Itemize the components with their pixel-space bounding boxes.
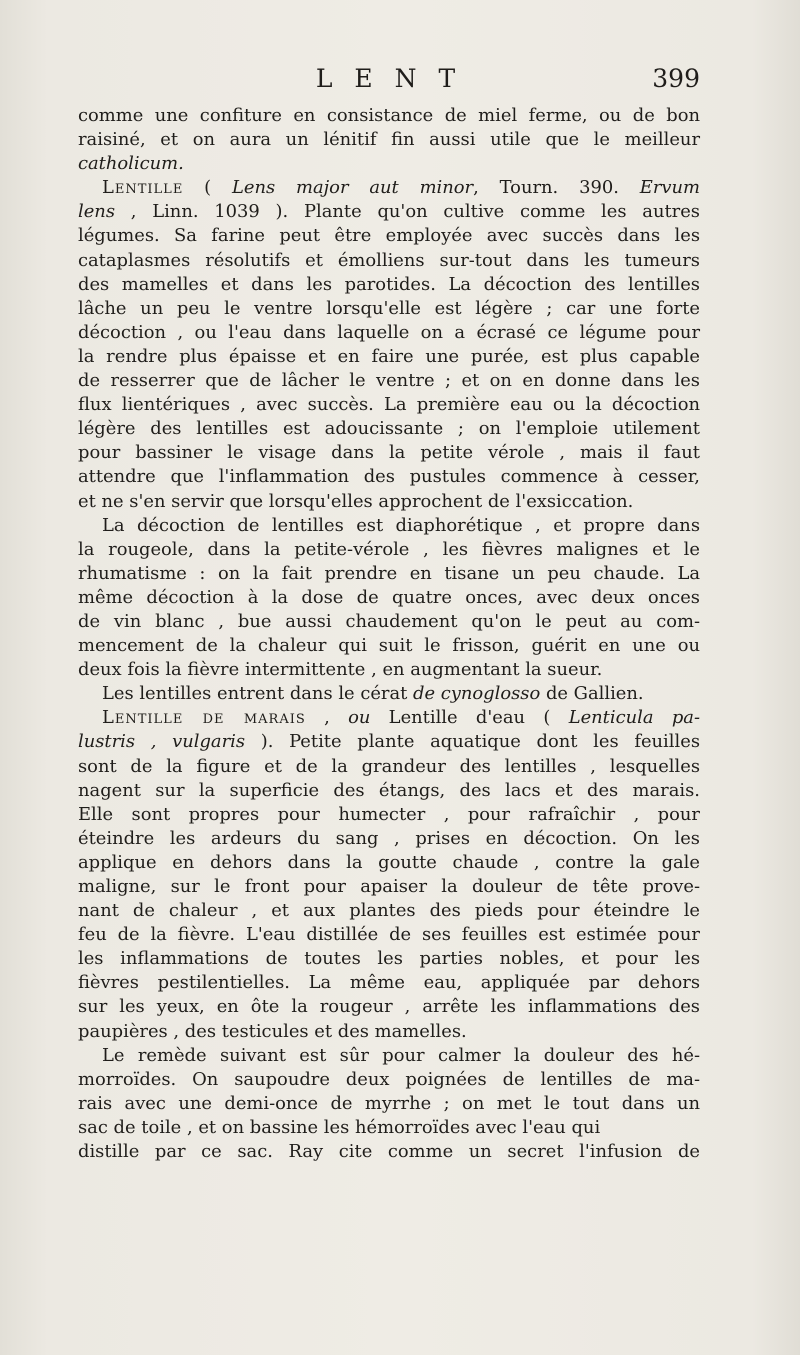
text-line	[78, 224, 700, 248]
text-segment: pour bassiner le visage dans la petite vérole , mais il faut	[78, 442, 700, 464]
italic-text: catholicum.	[78, 153, 184, 175]
text-segment: flux lientériques , avec succès. La première eau ou la décoction	[78, 394, 700, 416]
text-line	[78, 297, 700, 321]
text-segment: éteindre les ardeurs du sang , prises en décoction. On les	[78, 827, 700, 849]
text-segment: La décoction de lentilles est diaphorétique , et propre dans	[102, 514, 700, 536]
page-header	[78, 62, 700, 98]
small-caps-term: Lentille de marais	[102, 707, 306, 729]
text-line	[78, 538, 700, 562]
text-line	[78, 803, 700, 827]
text-segment: raisiné, et on aura un lénitif fin aussi utile que le meilleur	[78, 129, 700, 151]
text-line	[78, 755, 700, 779]
running-head: L E N T	[315, 64, 463, 93]
text-line	[78, 971, 700, 995]
text-line	[78, 465, 700, 489]
text-line	[78, 875, 700, 899]
text-line	[78, 273, 700, 297]
text-line	[78, 706, 700, 730]
text-line	[78, 923, 700, 947]
text-segment: sac de toile , et on bassine les hémorroïdes avec l'eau qui	[78, 1116, 601, 1138]
text-segment: même décoction à la dose de quatre onces, avec deux onces	[78, 586, 700, 608]
text-segment: légère des lentilles est adoucissante ; on l'emploie utilement	[78, 418, 700, 440]
text-line	[78, 200, 700, 224]
text-line	[78, 176, 700, 200]
text-segment: , Tourn. 390.	[473, 177, 640, 199]
text-line	[78, 104, 700, 128]
text-segment: rais avec une demi-once de myrrhe ; on met le tout dans un	[78, 1092, 700, 1114]
text-segment: les inflammations de toutes les parties nobles, et pour les	[78, 948, 700, 970]
text-line	[78, 417, 700, 441]
text-segment: de Gallien.	[540, 683, 644, 705]
italic-text: Lenticula pa-	[568, 707, 700, 729]
text-segment: nant de chaleur , et aux plantes des pieds pour éteindre le	[78, 900, 700, 922]
text-segment: sont de la figure et de la grandeur des lentilles , lesquelles	[78, 755, 700, 777]
italic-text: de cynoglosso	[413, 683, 541, 705]
text-segment: la rougeole, dans la petite-vérole , les fièvres malignes et le	[78, 538, 700, 560]
page-number: 399	[652, 64, 700, 93]
text-line	[78, 995, 700, 1019]
text-segment: , Linn. 1039 ). Plante qu'on cultive comme les autres	[115, 201, 700, 223]
text-line	[78, 562, 700, 586]
text-segment: fièvres pestilentielles. La même eau, appliquée par dehors	[78, 972, 700, 994]
italic-text: Ervum	[639, 177, 700, 199]
text-segment: sur les yeux, en ôte la rougeur , arrête les inflammations des	[78, 996, 700, 1018]
text-line	[78, 1092, 700, 1116]
text-segment: feu de la fièvre. L'eau distillée de ses feuilles est estimée pour	[78, 924, 700, 946]
text-segment: Elle sont propres pour humecter , pour rafraîchir , pour	[78, 803, 700, 825]
text-segment: attendre que l'inflammation des pustules commence à cesser,	[78, 466, 700, 488]
text-line	[78, 730, 700, 754]
text-segment: mencement de la chaleur qui suit le frisson, guérit en une ou	[78, 635, 700, 657]
text-segment: comme une confiture en consistance de miel ferme, ou de bon	[78, 105, 700, 126]
text-line	[78, 779, 700, 803]
text-line	[78, 851, 700, 875]
text-segment: légumes. Sa farine peut être employée avec succès dans les	[78, 225, 700, 247]
text-line	[78, 947, 700, 971]
text-line	[78, 345, 700, 369]
text-segment: décoction , ou l'eau dans laquelle on a écrasé ce légume pour	[78, 321, 700, 343]
text-segment: distille par ce sac. Ray cite comme un secret l'infusion de	[78, 1141, 700, 1163]
text-line	[78, 899, 700, 923]
text-segment: de vin blanc , bue aussi chaudement qu'on le peut au com-	[78, 610, 700, 632]
italic-text: lustris , vulgaris	[78, 731, 246, 753]
text-line	[78, 634, 700, 658]
text-segment: nagent sur la superficie des étangs, des lacs et des marais.	[78, 779, 700, 801]
text-segment: Lentille d'eau (	[370, 707, 569, 729]
text-line	[78, 1068, 700, 1092]
text-line	[78, 441, 700, 465]
text-line	[78, 393, 700, 417]
text-line	[78, 827, 700, 851]
text-segment: morroïdes. On saupoudre deux poignées de lentilles de ma-	[78, 1068, 700, 1090]
text-segment: paupières , des testicules et des mamelles.	[78, 1020, 467, 1042]
small-caps-term: Lentille	[102, 177, 184, 199]
text-segment: cataplasmes résolutifs et émolliens sur-tout dans les tumeurs	[78, 249, 700, 271]
text-line	[78, 321, 700, 345]
italic-text: lens	[78, 201, 116, 223]
text-segment: rhumatisme : on la fait prendre en tisane un peu chaude. La	[78, 562, 700, 584]
text-segment: lâche un peu le ventre lorsqu'elle est légère ; car une forte	[78, 297, 700, 319]
text-line	[78, 1116, 700, 1140]
text-line	[78, 1020, 700, 1044]
text-segment: des mamelles et dans les parotides. La décoction des lentilles	[78, 273, 700, 295]
text-line	[78, 369, 700, 393]
text-segment: ). Petite plante aquatique dont les feuilles	[245, 731, 700, 753]
text-line	[78, 152, 700, 176]
italic-text: ou	[348, 707, 371, 729]
text-segment: (	[183, 177, 232, 199]
text-segment: maligne, sur le front pour apaiser la douleur de tête prove-	[78, 876, 700, 897]
text-line	[78, 1140, 700, 1164]
text-segment: et ne s'en servir que lorsqu'elles approchent de l'exsiccation.	[78, 490, 634, 512]
text-segment: Le remède suivant est sûr pour calmer la douleur des hé-	[102, 1044, 700, 1066]
text-segment: ,	[305, 707, 349, 729]
text-line	[78, 658, 700, 682]
text-line	[78, 514, 700, 538]
text-line	[78, 682, 700, 706]
text-line	[78, 490, 700, 514]
italic-text: Lens major aut minor	[231, 177, 474, 199]
text-line	[78, 586, 700, 610]
text-segment: applique en dehors dans la goutte chaude , contre la gale	[78, 851, 700, 873]
text-segment: deux fois la fièvre intermittente , en augmentant la sueur.	[78, 659, 603, 681]
text-segment: de resserrer que de lâcher le ventre ; et on en donne dans les	[78, 370, 700, 392]
text-segment: Les lentilles entrent dans le cérat	[102, 683, 414, 705]
text-line	[78, 610, 700, 634]
text-line	[78, 249, 700, 273]
text-segment: la rendre plus épaisse et en faire une purée, est plus capable	[78, 345, 700, 367]
text-line	[78, 1044, 700, 1068]
text-line	[78, 128, 700, 152]
body-text	[78, 104, 700, 1164]
